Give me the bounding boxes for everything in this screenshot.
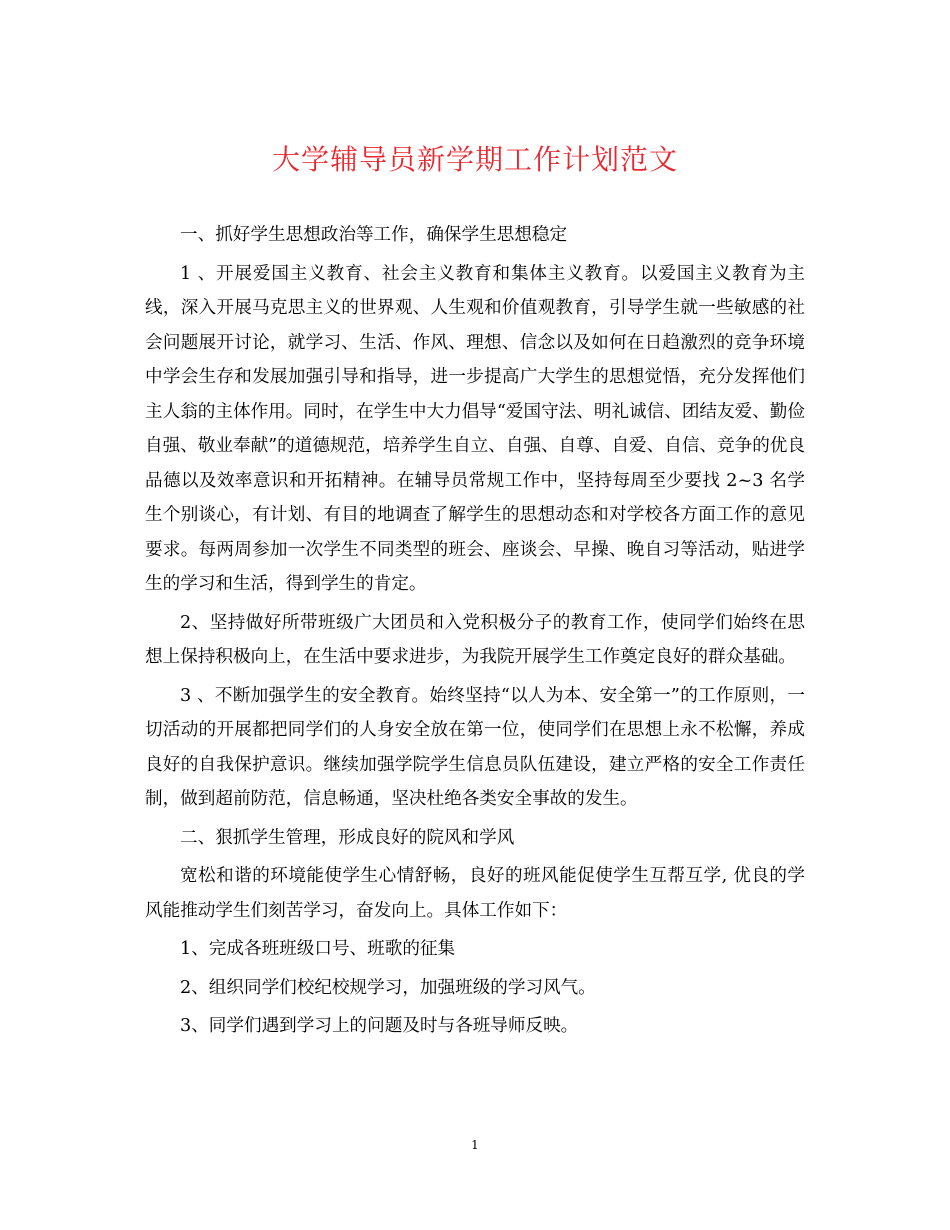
list-item-1: 1、完成各班班级口号、班歌的征集 [180,939,456,959]
list-item-2: 2、组织同学们校纪校规学习，加强班级的学习风气。 [180,977,596,998]
paragraph-league-members: 2、坚持做好所带班级广大团员和入党积极分子的教育工作，使同学们始终在思想上保持积极向上，在生活中要求进步，为我院开展学生工作奠定良好的群众基础。 [145,612,805,667]
section-heading-1: 一、抓好学生思想政治等工作，确保学生思想稳定 [180,225,568,245]
list-item-3: 3、同学们遇到学习上的问题及时与各班导师反映。 [180,1016,579,1036]
document-body [145,218,805,1048]
paragraph-environment: 宽松和谐的环境能使学生心情舒畅，良好的班风能促使学生互帮互学, 优良的学风能推动学生们刻苦学习，奋发向上。具体工作如下： [145,866,805,921]
paragraph-safety-education: 3 、不断加强学生的安全教育。始终坚持“以人为本、安全第一”的工作原则，一切活动的开展都把同学们的人身安全放在第一位，使同学们在思想上永不松懈，养成良好的自我保护意识。继续加强学院学生信息员队伍建设，建立严格的安全工作责任制，做到超前防范，信息畅通，坚决杜绝各类安全事故的发生。 [145,685,805,809]
section-heading-2: 二、狠抓学生管理，形成良好的院风和学风 [180,827,515,848]
page-number: 1 [471,1138,479,1152]
paragraph-patriotic-education: 1 、开展爱国主义教育、社会主义教育和集体主义教育。以爱国主义教育为主线，深入开展马克思主义的世界观、人生观和价值观教育，引导学生就一些敏感的社会问题展开讨论，就学习、生活、作风、理想、信念以及如何在日趋激烈的竞争环境中学会生存和发展加强引导和指导，进一步提高广大学生的思想觉悟，充分发挥他们主人翁的主体作用。同时，在学生中大力倡导“爱国守法、明礼诚信、团结友爱、勤俭自强、敬业奉献”的道德规范，培养学生自立、自强、自尊、自爱、自信、竞争的优良品德以及效率意识和开拓精神。在辅导员常规工作中，坚持每周至少要找 2~3 名学生个别谈心，有计划、有目的地调查了解学生的思想动态和对学校各方面工作的意见要求。每两周参加一次学生不同类型的班会、座谈会、早操、晚自习等活动，贴进学生的学习和生活，得到学生的肯定。 [145,263,805,594]
document-title: 大学辅导员新学期工作计划范文 [271,143,678,176]
